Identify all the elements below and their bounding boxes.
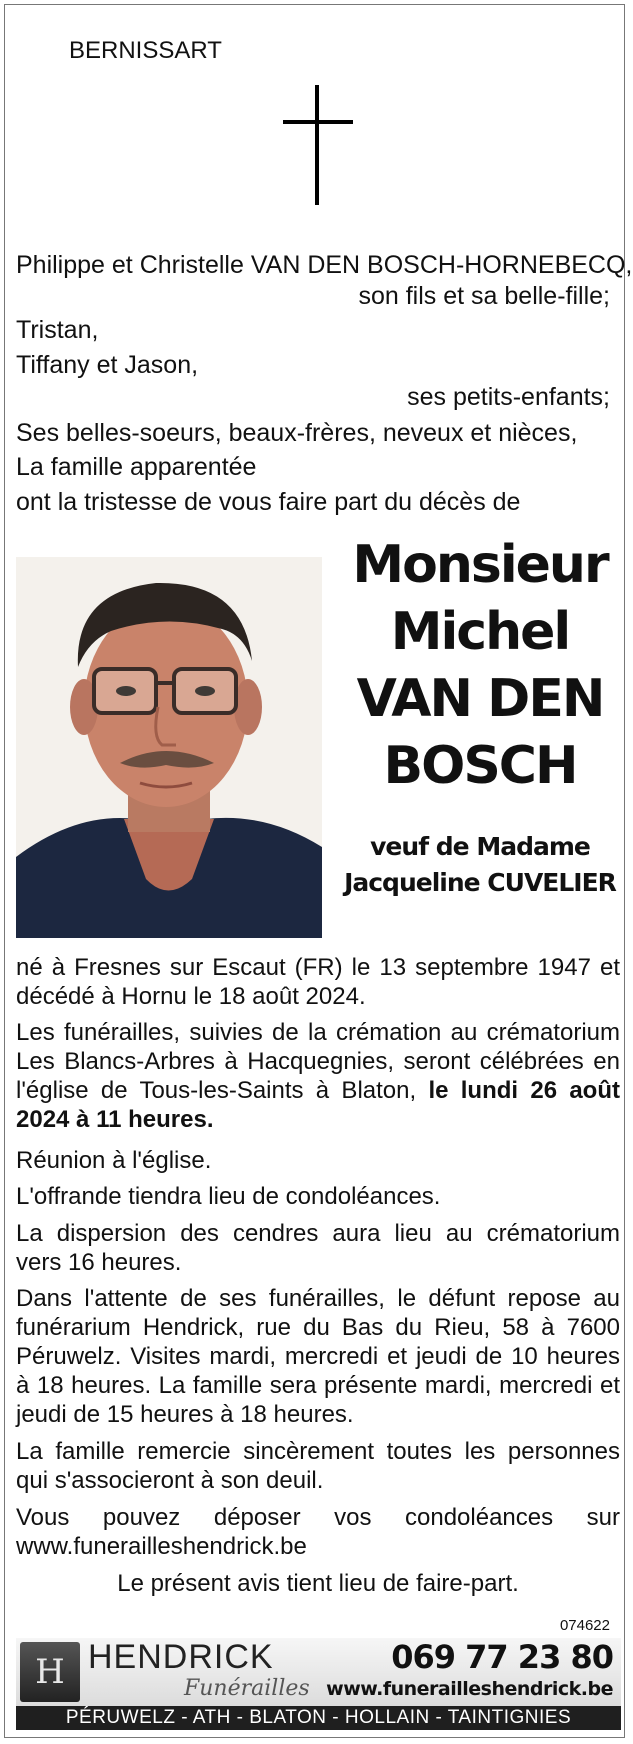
phone-number: 069 77 23 80 [391,1638,613,1676]
obituary-page [4,4,633,1738]
family-line-son: Philippe et Christelle VAN DEN BOSCH-HORNEBECQ, [16,251,633,279]
birth-death-paragraph: né à Fresnes sur Escaut (FR) le 13 septembre 1947 et décédé à Hornu le 18 août 2024. [16,954,620,1010]
logo-letter: H [35,1652,65,1692]
location-label: BERNISSART [69,37,222,64]
notice-text: Le présent avis tient lieu de faire-part. [117,1570,519,1597]
funeral-home-banner [16,1638,621,1730]
cross-horizontal-bar [283,120,353,124]
family-line-announcement: ont la tristesse de vous faire part du décès de [16,488,521,516]
condolences-paragraph: Vous pouvez déposer vos condoléances sur www.funerailleshendrick.be [16,1504,620,1560]
dispersion-paragraph: La dispersion des cendres aura lieu au crématorium vers 16 heures. [16,1220,620,1276]
cross-vertical-bar [315,85,319,205]
website-link[interactable]: www.funerailleshendrick.be [326,1678,613,1700]
deceased-title: Monsieur [352,535,608,595]
widow-line-2: Jacqueline CUVELIER [344,868,616,897]
funeral-paragraph [16,1018,620,1134]
brand-subtitle: Funérailles [184,1676,310,1701]
family-line-grandchildren-role: ses petits-enfants; [407,383,610,411]
funeral-date: le lundi 26 août 2024 à 11 heures. [16,1077,620,1133]
offering-paragraph: L'offrande tiendra lieu de condoléances. [16,1183,441,1210]
reference-number: 074622 [559,1617,610,1634]
funeral-home-logo-icon [20,1642,80,1702]
reunion-paragraph: Réunion à l'église. [16,1147,212,1174]
thanks-paragraph: La famille remercie sincèrement toutes les personnes qui s'associeront à son deuil. [16,1438,620,1494]
funeral-text: Les funérailles, suivies de la crémation au crématorium Les Blancs-Arbres à Hacquegnies, seront célébrées en l'église de Tous-les-Saints à Blaton, [16,1019,620,1104]
family-line-extended: Ses belles-soeurs, beaux-frères, neveux et nièces, [16,419,578,447]
family-line-related: La famille apparentée [16,453,257,481]
rest-paragraph: Dans l'attente de ses funérailles, le défunt repose au funérarium Hendrick, rue du Bas du Rieu, 58 à 7600 Péruwelz. Visites mardi, mercredi et jeudi de 10 heures à 18 heures. La famille sera présente mardi, mercredi et jeudi de 15 heures à 18 heures. [16,1285,620,1428]
banner-top [16,1638,621,1706]
widow-line-1: veuf de Madame [370,832,590,861]
family-line-grandchild-2: Tiffany et Jason, [16,351,199,379]
deceased-last-name-1: VAN DEN [356,669,604,729]
towns-list: PÉRUWELZ - ATH - BLATON - HOLLAIN - TAINTIGNIES [65,1707,572,1728]
deceased-last-name-2: BOSCH [383,736,577,796]
family-line-son-role: son fils et sa belle-fille; [358,282,610,310]
portrait-illustration [16,557,322,938]
brand-name: HENDRICK [88,1638,274,1676]
deceased-first-name: Michel [390,602,570,662]
deceased-photo [16,557,322,938]
family-line-grandchild-1: Tristan, [16,316,99,344]
